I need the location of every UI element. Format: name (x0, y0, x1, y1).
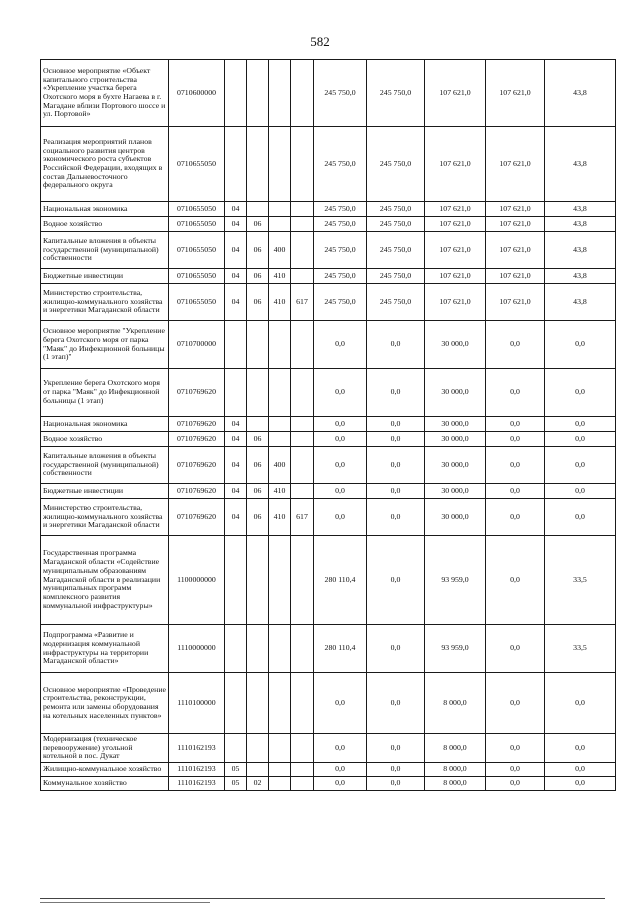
row-name-cell: Жилищно-коммунальное хозяйство (41, 763, 169, 777)
section-cell (225, 673, 247, 734)
amount-cell: 8 000,0 (425, 673, 486, 734)
amount-cell: 245 750,0 (367, 127, 425, 202)
section-cell: 04 (225, 417, 247, 432)
row-name-cell: Коммунальное хозяйство (41, 777, 169, 791)
percent-cell: 43,8 (545, 269, 616, 284)
amount-cell: 0,0 (486, 369, 545, 417)
target-article-cell: 0710769620 (169, 369, 225, 417)
table-row (41, 127, 616, 202)
percent-cell: 43,8 (545, 127, 616, 202)
row-name-cell: Бюджетные инвестиции (41, 484, 169, 499)
amount-cell: 0,0 (314, 763, 367, 777)
row-name-cell: Модернизация (техническое перевооружение) угольной котельной в пос. Дукат (41, 734, 169, 763)
table-row (41, 536, 616, 625)
expense-type-cell: 410 (269, 284, 291, 321)
amount-cell: 0,0 (367, 447, 425, 484)
amount-cell: 0,0 (486, 763, 545, 777)
subsection-cell: 06 (247, 484, 269, 499)
table-row (41, 673, 616, 734)
amount-cell: 0,0 (367, 734, 425, 763)
amount-cell: 0,0 (314, 321, 367, 369)
section-cell: 04 (225, 232, 247, 269)
amount-cell: 107 621,0 (486, 127, 545, 202)
amount-cell: 30 000,0 (425, 417, 486, 432)
table-row (41, 60, 616, 127)
amount-cell: 0,0 (367, 417, 425, 432)
subsection-cell (247, 734, 269, 763)
table-row (41, 269, 616, 284)
section-cell: 04 (225, 217, 247, 232)
expense-type-cell (269, 217, 291, 232)
target-article-cell: 0710655050 (169, 284, 225, 321)
footer-divider-short (40, 902, 210, 903)
percent-cell: 43,8 (545, 60, 616, 127)
row-name-cell: Подпрограмма «Развитие и модернизация коммунальной инфраструктуры на территории Магаданской области» (41, 625, 169, 673)
amount-cell: 0,0 (486, 777, 545, 791)
amount-cell: 107 621,0 (486, 269, 545, 284)
amount-cell: 280 110,4 (314, 536, 367, 625)
expense-type-cell (269, 536, 291, 625)
expense-type-cell: 400 (269, 447, 291, 484)
table-row (41, 625, 616, 673)
table-row (41, 499, 616, 536)
section-cell: 04 (225, 447, 247, 484)
amount-cell: 107 621,0 (425, 60, 486, 127)
grbs-cell (291, 217, 314, 232)
target-article-cell: 0710655050 (169, 232, 225, 269)
section-cell (225, 625, 247, 673)
subsection-cell (247, 625, 269, 673)
grbs-cell (291, 484, 314, 499)
target-article-cell: 1100000000 (169, 536, 225, 625)
amount-cell: 0,0 (314, 734, 367, 763)
section-cell (225, 60, 247, 127)
amount-cell: 245 750,0 (314, 127, 367, 202)
amount-cell: 0,0 (367, 536, 425, 625)
subsection-cell (247, 536, 269, 625)
amount-cell: 0,0 (314, 417, 367, 432)
percent-cell: 0,0 (545, 777, 616, 791)
section-cell: 05 (225, 763, 247, 777)
amount-cell: 245 750,0 (367, 269, 425, 284)
grbs-cell (291, 734, 314, 763)
subsection-cell (247, 60, 269, 127)
percent-cell: 33,5 (545, 536, 616, 625)
grbs-cell (291, 321, 314, 369)
amount-cell: 107 621,0 (425, 232, 486, 269)
subsection-cell (247, 763, 269, 777)
row-name-cell: Капитальные вложения в объекты государственной (муниципальной) собственности (41, 232, 169, 269)
grbs-cell (291, 60, 314, 127)
target-article-cell: 1110100000 (169, 673, 225, 734)
amount-cell: 245 750,0 (314, 60, 367, 127)
percent-cell: 0,0 (545, 499, 616, 536)
amount-cell: 245 750,0 (314, 284, 367, 321)
row-name-cell: Основное мероприятие «Проведение строительства, реконструкции, ремонта или замены оборудования на котельных населенных пунктов» (41, 673, 169, 734)
amount-cell: 245 750,0 (367, 217, 425, 232)
grbs-cell (291, 763, 314, 777)
table-row (41, 447, 616, 484)
target-article-cell: 1110162193 (169, 763, 225, 777)
table-row (41, 284, 616, 321)
amount-cell: 107 621,0 (486, 232, 545, 269)
table-row (41, 763, 616, 777)
amount-cell: 93 959,0 (425, 536, 486, 625)
amount-cell: 107 621,0 (486, 202, 545, 217)
amount-cell: 0,0 (367, 499, 425, 536)
percent-cell: 0,0 (545, 763, 616, 777)
page-number: 582 (310, 34, 330, 49)
amount-cell: 93 959,0 (425, 625, 486, 673)
target-article-cell: 0710655050 (169, 202, 225, 217)
table-row (41, 217, 616, 232)
expense-type-cell (269, 369, 291, 417)
table-row (41, 369, 616, 417)
section-cell (225, 536, 247, 625)
expense-type-cell: 410 (269, 269, 291, 284)
row-name-cell: Основное мероприятие «Объект капитального строительства «Укрепление участка берега Охотского моря в бухте Нагаева в г. Магадане вблизи Портового шоссе и ул. Портовой» (41, 60, 169, 127)
grbs-cell: 617 (291, 499, 314, 536)
expense-type-cell (269, 673, 291, 734)
section-cell (225, 321, 247, 369)
amount-cell: 280 110,4 (314, 625, 367, 673)
subsection-cell: 06 (247, 232, 269, 269)
amount-cell: 245 750,0 (367, 232, 425, 269)
target-article-cell: 0710600000 (169, 60, 225, 127)
amount-cell: 0,0 (486, 734, 545, 763)
target-article-cell: 1110000000 (169, 625, 225, 673)
amount-cell: 245 750,0 (314, 232, 367, 269)
expense-type-cell (269, 60, 291, 127)
amount-cell: 30 000,0 (425, 484, 486, 499)
target-article-cell: 0710769620 (169, 447, 225, 484)
expense-type-cell: 410 (269, 484, 291, 499)
expense-type-cell (269, 777, 291, 791)
subsection-cell (247, 417, 269, 432)
amount-cell: 8 000,0 (425, 777, 486, 791)
target-article-cell: 0710769620 (169, 432, 225, 447)
expense-type-cell (269, 625, 291, 673)
table-row (41, 734, 616, 763)
percent-cell: 0,0 (545, 432, 616, 447)
target-article-cell: 0710769620 (169, 484, 225, 499)
grbs-cell (291, 269, 314, 284)
target-article-cell: 0710769620 (169, 417, 225, 432)
grbs-cell (291, 232, 314, 269)
percent-cell: 0,0 (545, 321, 616, 369)
amount-cell: 0,0 (367, 777, 425, 791)
amount-cell: 245 750,0 (314, 202, 367, 217)
row-name-cell: Капитальные вложения в объекты государственной (муниципальной) собственности (41, 447, 169, 484)
amount-cell: 245 750,0 (367, 284, 425, 321)
section-cell: 04 (225, 269, 247, 284)
amount-cell: 0,0 (314, 673, 367, 734)
subsection-cell (247, 369, 269, 417)
footer-divider (40, 898, 605, 899)
percent-cell: 43,8 (545, 202, 616, 217)
target-article-cell: 0710655050 (169, 269, 225, 284)
percent-cell: 33,5 (545, 625, 616, 673)
percent-cell: 0,0 (545, 369, 616, 417)
amount-cell: 0,0 (367, 763, 425, 777)
subsection-cell: 06 (247, 447, 269, 484)
row-name-cell: Министерство строительства, жилищно-коммунального хозяйства и энергетики Магаданской области (41, 499, 169, 536)
grbs-cell (291, 417, 314, 432)
amount-cell: 0,0 (314, 499, 367, 536)
amount-cell: 107 621,0 (486, 284, 545, 321)
table-body (41, 60, 616, 791)
target-article-cell: 0710700000 (169, 321, 225, 369)
table-row (41, 321, 616, 369)
expense-type-cell: 410 (269, 499, 291, 536)
amount-cell: 0,0 (486, 417, 545, 432)
grbs-cell (291, 432, 314, 447)
percent-cell: 0,0 (545, 447, 616, 484)
amount-cell: 0,0 (486, 484, 545, 499)
grbs-cell: 617 (291, 284, 314, 321)
amount-cell: 0,0 (314, 777, 367, 791)
target-article-cell: 0710655050 (169, 127, 225, 202)
expense-type-cell (269, 202, 291, 217)
expense-type-cell (269, 763, 291, 777)
table-row (41, 777, 616, 791)
row-name-cell: Водное хозяйство (41, 217, 169, 232)
percent-cell: 43,8 (545, 284, 616, 321)
amount-cell: 0,0 (486, 432, 545, 447)
subsection-cell (247, 202, 269, 217)
amount-cell: 107 621,0 (425, 127, 486, 202)
amount-cell: 0,0 (486, 536, 545, 625)
subsection-cell (247, 127, 269, 202)
row-name-cell: Бюджетные инвестиции (41, 269, 169, 284)
percent-cell: 0,0 (545, 734, 616, 763)
grbs-cell (291, 536, 314, 625)
subsection-cell: 06 (247, 269, 269, 284)
grbs-cell (291, 202, 314, 217)
row-name-cell: Национальная экономика (41, 417, 169, 432)
table-row (41, 484, 616, 499)
amount-cell: 0,0 (486, 625, 545, 673)
grbs-cell (291, 673, 314, 734)
amount-cell: 245 750,0 (314, 217, 367, 232)
percent-cell: 43,8 (545, 232, 616, 269)
row-name-cell: Реализация мероприятий планов социального развития центров экономического роста субъектов Российской Федерации, входящих в состав Дальневосточного федерального округа (41, 127, 169, 202)
amount-cell: 107 621,0 (425, 284, 486, 321)
expense-type-cell (269, 734, 291, 763)
target-article-cell: 1110162193 (169, 734, 225, 763)
percent-cell: 43,8 (545, 217, 616, 232)
row-name-cell: Укрепление берега Охотского моря от парка "Маяк" до Инфекционной больницы (1 этап) (41, 369, 169, 417)
amount-cell: 0,0 (367, 321, 425, 369)
table-row (41, 432, 616, 447)
row-name-cell: Основное мероприятие "Укрепление берега Охотского моря от парка "Маяк" до Инфекционной больницы (1 этап)" (41, 321, 169, 369)
section-cell (225, 734, 247, 763)
section-cell: 04 (225, 284, 247, 321)
amount-cell: 107 621,0 (486, 60, 545, 127)
grbs-cell (291, 625, 314, 673)
percent-cell: 0,0 (545, 673, 616, 734)
percent-cell: 0,0 (545, 484, 616, 499)
subsection-cell (247, 673, 269, 734)
amount-cell: 245 750,0 (367, 60, 425, 127)
amount-cell: 30 000,0 (425, 499, 486, 536)
expense-type-cell (269, 321, 291, 369)
subsection-cell (247, 321, 269, 369)
amount-cell: 0,0 (486, 499, 545, 536)
amount-cell: 8 000,0 (425, 734, 486, 763)
amount-cell: 245 750,0 (314, 269, 367, 284)
row-name-cell: Государственная программа Магаданской области «Содействие муниципальным образованиям Магаданской области в реализации муниципальных программ комплексного развития коммунальной инфраструктуры» (41, 536, 169, 625)
subsection-cell: 06 (247, 284, 269, 321)
target-article-cell: 0710769620 (169, 499, 225, 536)
amount-cell: 107 621,0 (425, 217, 486, 232)
expense-type-cell: 400 (269, 232, 291, 269)
row-name-cell: Национальная экономика (41, 202, 169, 217)
amount-cell: 8 000,0 (425, 763, 486, 777)
section-cell (225, 369, 247, 417)
row-name-cell: Водное хозяйство (41, 432, 169, 447)
amount-cell: 0,0 (314, 432, 367, 447)
amount-cell: 0,0 (367, 484, 425, 499)
amount-cell: 0,0 (314, 369, 367, 417)
amount-cell: 30 000,0 (425, 369, 486, 417)
grbs-cell (291, 777, 314, 791)
amount-cell: 30 000,0 (425, 321, 486, 369)
amount-cell: 107 621,0 (425, 269, 486, 284)
budget-execution-table (40, 59, 616, 791)
amount-cell: 0,0 (367, 432, 425, 447)
table-row (41, 202, 616, 217)
subsection-cell: 02 (247, 777, 269, 791)
expense-type-cell (269, 417, 291, 432)
amount-cell: 245 750,0 (367, 202, 425, 217)
target-article-cell: 1110162193 (169, 777, 225, 791)
percent-cell: 0,0 (545, 417, 616, 432)
section-cell: 04 (225, 484, 247, 499)
section-cell (225, 127, 247, 202)
amount-cell: 30 000,0 (425, 432, 486, 447)
grbs-cell (291, 447, 314, 484)
expense-type-cell (269, 127, 291, 202)
table-row (41, 232, 616, 269)
section-cell: 04 (225, 432, 247, 447)
section-cell: 04 (225, 499, 247, 536)
subsection-cell: 06 (247, 499, 269, 536)
amount-cell: 0,0 (486, 673, 545, 734)
expense-type-cell (269, 432, 291, 447)
amount-cell: 0,0 (367, 625, 425, 673)
amount-cell: 0,0 (314, 484, 367, 499)
grbs-cell (291, 127, 314, 202)
amount-cell: 0,0 (486, 321, 545, 369)
table-row (41, 417, 616, 432)
subsection-cell: 06 (247, 217, 269, 232)
amount-cell: 107 621,0 (425, 202, 486, 217)
row-name-cell: Министерство строительства, жилищно-коммунального хозяйства и энергетики Магаданской области (41, 284, 169, 321)
section-cell: 05 (225, 777, 247, 791)
amount-cell: 0,0 (314, 447, 367, 484)
target-article-cell: 0710655050 (169, 217, 225, 232)
section-cell: 04 (225, 202, 247, 217)
grbs-cell (291, 369, 314, 417)
amount-cell: 30 000,0 (425, 447, 486, 484)
amount-cell: 0,0 (486, 447, 545, 484)
amount-cell: 0,0 (367, 369, 425, 417)
subsection-cell: 06 (247, 432, 269, 447)
amount-cell: 107 621,0 (486, 217, 545, 232)
amount-cell: 0,0 (367, 673, 425, 734)
